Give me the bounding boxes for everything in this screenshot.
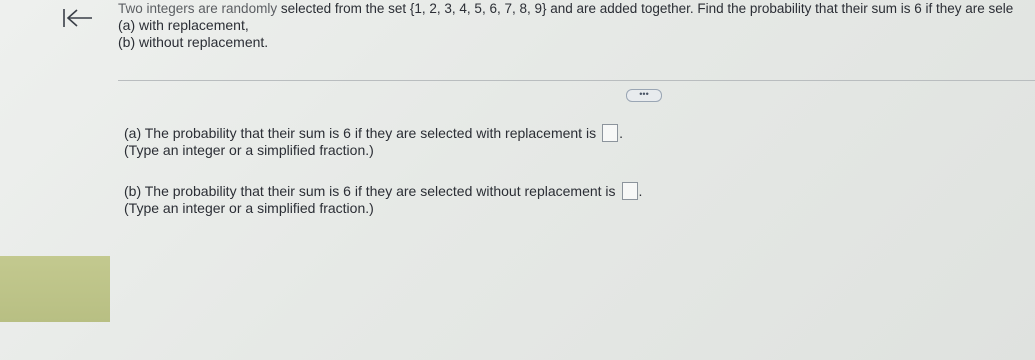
section-divider bbox=[118, 80, 1035, 81]
answer-a-hint: (Type an integer or a simplified fraction.) bbox=[124, 142, 374, 158]
answer-b-input[interactable] bbox=[622, 182, 638, 200]
question-text bbox=[118, 0, 1035, 51]
answer-b-prompt: (b) The probability that their sum is 6 if they are selected without replacement is bbox=[124, 183, 616, 199]
answer-a-prompt: (a) The probability that their sum is 6 if they are selected with replacement is bbox=[124, 125, 597, 141]
question-intro bbox=[118, 1, 1035, 17]
answer-section bbox=[124, 124, 1004, 240]
answer-a-period: . bbox=[619, 125, 623, 141]
answer-a-input[interactable] bbox=[602, 124, 618, 142]
answer-a bbox=[124, 124, 1004, 158]
question-part-b: (b) without replacement. bbox=[118, 34, 269, 50]
question-intro-main: selected from the set {1, 2, 3, 4, 5, 6, 7, 8, 9} and are added together. Find the probability that their sum is 6 if they are sele bbox=[277, 1, 1014, 16]
sidebar-accent-strip bbox=[0, 256, 110, 322]
expand-more-button[interactable]: ••• bbox=[626, 89, 662, 102]
question-intro-faded: Two integers are randomly bbox=[118, 1, 278, 16]
arrow-left-bar-icon bbox=[61, 7, 95, 29]
question-part-a: (a) with replacement, bbox=[118, 17, 249, 33]
answer-b-period: . bbox=[638, 183, 643, 199]
answer-b-hint: (Type an integer or a simplified fraction.) bbox=[124, 200, 374, 216]
answer-b bbox=[124, 182, 1004, 216]
back-button[interactable] bbox=[58, 6, 98, 30]
